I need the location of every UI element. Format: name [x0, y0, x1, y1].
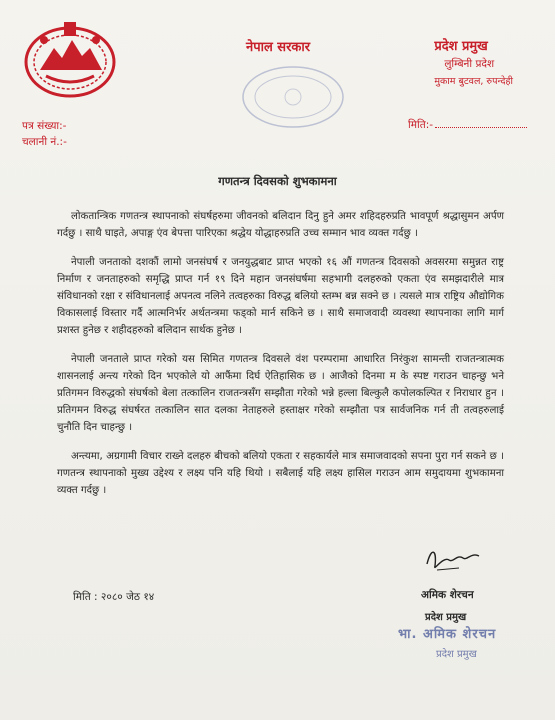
- paragraph-4: अन्त्यमा, अग्रगामी विचार राख्ने दलहरु बीचको बलियो एकता र सहकार्यले मात्र समाजवादको सपना पुरा गर्न सकने छ । गणतन्त्र स्थापनाको मुख्य उद्देश्य र लक्ष्य पनि यहि थियो । सबैलाई यहि लक्ष्य हासिल गराउन आम समुदायमा शुभकामना व्यक्त गर्दछु ।: [57, 451, 504, 496]
- reference-fields: [22, 118, 67, 150]
- header-date-field: [408, 118, 527, 132]
- faded-office-stamp: [238, 62, 348, 132]
- government-name: नेपाल सरकार: [246, 40, 311, 55]
- letter-date: मिति : २०८० जेठ १४: [73, 591, 155, 603]
- paragraph-3: नेपाली जनताले प्राप्त गरेको यस सिमित गणतन्त्र दिवसले वंश परम्परामा आधारित निरंकुश सामन्ती राजतन्त्रात्मक शासनलाई अन्त्य गरेको दिन भएकोले यो आफैंमा दिर्घ ऐतिहासिक छ । आजैको दिनमा म के स्पष्ट गराउन चाहन्छु भने प्रतिगमन विरुद्धको संघर्षको बेला तत्कालिन राजतन्त्रसँग सम्झौता गरेको भन्ने हल्ला बिल्कुलै कपोलकल्पित र निराधार हुन । प्रतिगमन विरुद्ध संघर्षरत तत्कालिन सात दलका नेताहरुले हस्ताक्षर गरेको सम्झौता पत्र सार्वजनिक गर्न ती तत्वहरुलाई चुनौति दिन चाहन्छु ।: [57, 354, 504, 433]
- handwritten-signature: [423, 542, 483, 576]
- ref-number-label: पत्र संख्या:-: [22, 120, 67, 132]
- paragraph-2: नेपाली जनताको दशकौं लामो जनसंघर्ष र जनयुद्धबाट प्राप्त भएको १६ औं गणतन्त्र दिवसको अवसरमा समुन्नत राष्ट्र निर्माण र जनताहरुको समृद्धि प्राप्त गर्न १९ दिने महान जनसंघर्षमा सहभागी दलहरुको एकता एंव समझदारीले मात्र संविधानको रक्षा र संविधानलाई अपनत्व नलिने तत्वहरुका विरुद्ध बलियो स्तम्भ बन्न सक्ने छ । त्यसले मात्र राष्ट्रिय औद्योगिक विकासलाई विस्तार गर्दै आत्मनिर्भर अर्थतन्त्रमा फड्को मार्न सकिने छ । साथै समाजवादी व्यवस्था स्थापनाका लागि मार्ग प्रशस्त हुनेछ र शहीदहरुको बलिदान सार्थक हुनेछ ।: [57, 257, 504, 336]
- stamp-role: प्रदेश प्रमुख: [436, 649, 477, 660]
- header-date-label: मिति:-: [408, 119, 434, 131]
- dispatch-number-label: चलानी नं.:-: [22, 136, 67, 148]
- letter-title: गणतन्त्र दिवसको शुभकामना: [218, 174, 337, 188]
- letter-body: [57, 208, 504, 511]
- name-stamp: [398, 624, 496, 660]
- province-name: लुम्बिनी प्रदेश: [444, 58, 495, 70]
- signatory-role: प्रदेश प्रमुख: [425, 612, 467, 623]
- office-address: मुकाम बुटवल, रुपन्देही: [434, 76, 513, 87]
- date-blank-line: [435, 127, 527, 128]
- stamp-name: भा. अमिक शेरचन: [398, 627, 497, 642]
- office-title: प्रदेश प्रमुख: [434, 39, 488, 54]
- office-header: [434, 36, 513, 87]
- nepal-emblem-icon: [20, 18, 120, 100]
- signatory-name: अमिक शेरचन: [421, 589, 474, 601]
- paragraph-1: लोकतान्त्रिक गणतन्त्र स्थापनाको संघर्षहरुमा जीवनको बलिदान दिनु हुने अमर शहिदहरुप्रति भावपूर्ण श्रद्धासुमन अर्पण गर्दछु । साथै घाइते, अपाङ्ग एंव बेपत्ता पारिएका श्रद्धेय योद्धाहरुप्रति उच्च सम्मान भाव व्यक्त गर्दछु ।: [57, 211, 504, 239]
